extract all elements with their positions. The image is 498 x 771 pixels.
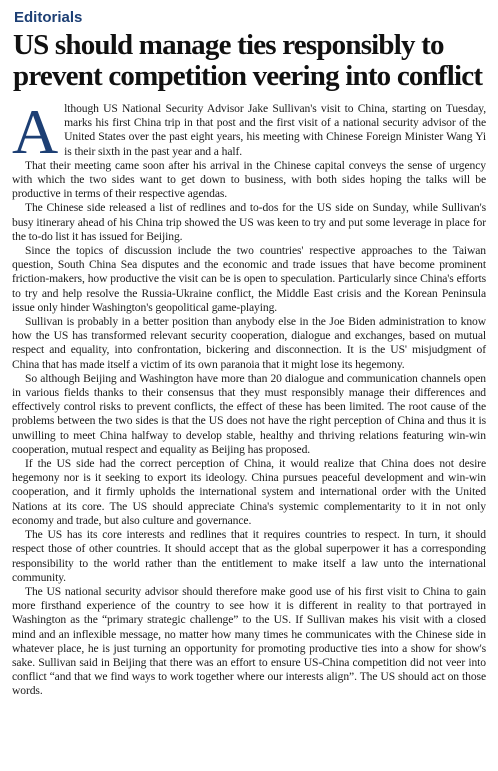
article-body: [12, 96, 486, 699]
article-paragraph: Since the topics of discussion include the two countries' respective approaches to the Taiwan question, South China Sea disputes and the economic and trade issues that have become prominent friction-makers, how productive the visit can be is open to speculation. Particularly since China's efforts to try and help resolve the Russia-Ukraine conflict, the Middle East crisis and the Korean Peninsula issue only hinder Washington's geopolitical game-playing.: [12, 244, 486, 314]
article-paragraph: The US has its core interests and redlines that it requires countries to respect. In turn, it should respect those of other countries. It should accept that as the global superpower it has a corresponding responsibility to the world rather than the entitlement to make itself a law unto the international community.: [12, 528, 486, 584]
article-paragraph: The US national security advisor should therefore make good use of his first visit to China to gain more firsthand experience of the country to see how it is different in reality to that portrayed in Washington as the “primary strategic challenge” to the US. If Sullivan makes his visit with a closed mind and an inflexible message, no matter how many times he communicates with the Chinese side in whatever place, he is just turning an opportunity for promoting productive ties into a show for show's sake. Sullivan said in Beijing that there was an effort to ensure US-China competition did not veer into conflict “and that we find ways to work together where our interests align”. The US should act on those words.: [12, 584, 486, 698]
article-paragraph: [12, 96, 486, 167]
article-paragraph: Sullivan is probably in a better position than anybody else in the Joe Biden administration to know how the US has transformed relevant security cooperation, dialogue and exchanges, based on mutual respect and equality, into confrontation, bickering and disconnection. It is the US' misjudgment of China that has made itself a victim of its own paranoia that it might lose its hegemony.: [12, 315, 486, 371]
article-paragraph: So although Beijing and Washington have more than 20 dialogue and communication channels open in various fields thanks to their consensus that they must responsibly manage their differences and effectively control risks to prevent conflicts, the effect of these has been limited. The root cause of the problems between the two sides is that the US does not have the right perception of China and thus it is unwilling to meet China halfway to develop stable, healthy and thriving relations featuring win-win cooperation, mutual respect and equality as Beijing has proposed.: [12, 371, 486, 456]
headline: US should manage ties responsibly to prevent competition veering into conflict: [13, 29, 483, 92]
article-paragraph: If the US side had the correct perception of China, it would realize that China does not desire hegemony nor is it seeking to export its ideology. China pursues peaceful development and win-win cooperation, and it firmly upholds the international system and international order with the United Nations at its core. The US should appreciate China's systemic complementarity to it in not only economy and trade, but also culture and governance.: [12, 457, 486, 527]
paragraph-text: lthough US National Security Advisor Jake Sullivan's visit to China, starting on Tuesday, marks his first China trip in that post and the first visit of a national security advisor of the United States over the past eight years, his meeting with Chinese Foreign Minister Wang Yi is their sixth in the past year and a half.: [64, 102, 486, 158]
section-label: Editorials: [14, 9, 83, 26]
article-paragraph: The Chinese side released a list of redlines and to-dos for the US side on Sunday, while Sullivan's busy itinerary ahead of his China trip showed the US was keen to try and put some leverage in place for the to-do list it has issued for Beijing.: [12, 201, 486, 243]
drop-cap: A: [12, 96, 59, 167]
article-paragraph: That their meeting came soon after his arrival in the Chinese capital conveys the sense of urgency with which the two sides want to get down to business, with both sides hoping the talks will be productive in terms of their respective agendas.: [12, 158, 486, 201]
